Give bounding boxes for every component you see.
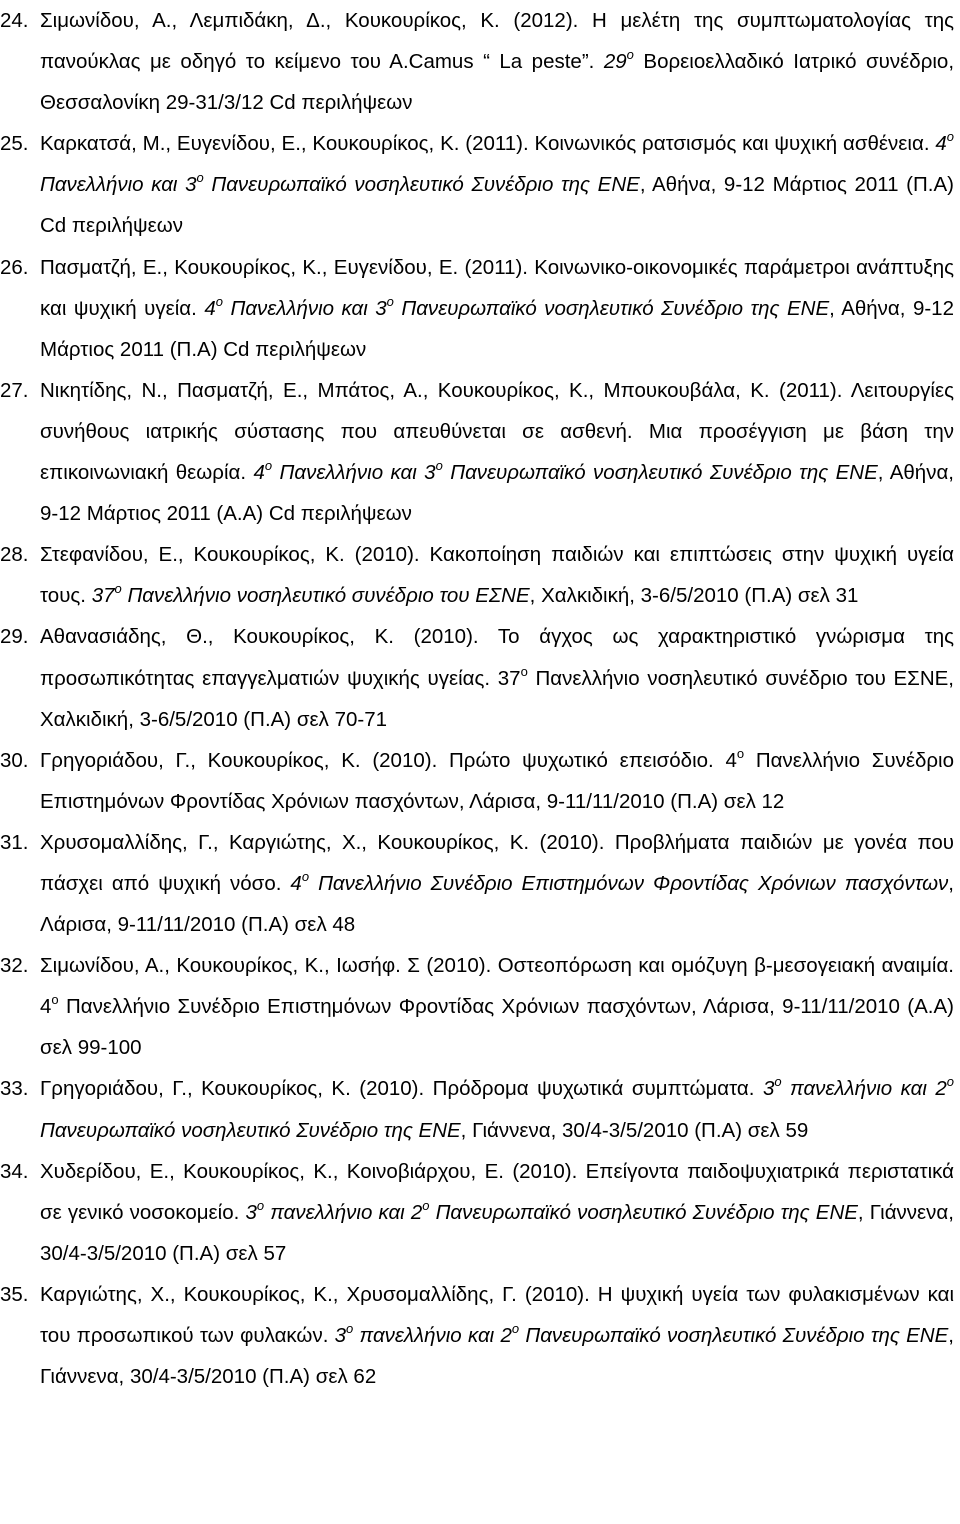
reference-item: [0, 1151, 960, 1274]
reference-text: πανελλήνιο και 2: [264, 1200, 423, 1224]
ordinal-superscript: ο: [422, 1197, 430, 1213]
ordinal-superscript: ο: [346, 1321, 354, 1336]
reference-item: [0, 740, 960, 822]
reference-text: , Γιάννενα, 30/4-3/5/2010 (Π.Α) σελ 57: [40, 1200, 954, 1265]
reference-item: [0, 1274, 960, 1397]
reference-text: Καρκατσά, Μ., Ευγενίδου, Ε., Κουκουρίκος, Κ. (2011). Κοινωνικός ρατσισμός και ψυχική ασθένεια.: [40, 132, 936, 156]
ordinal-superscript: ο: [626, 47, 634, 63]
ordinal-superscript: ο: [301, 868, 310, 884]
reference-text: , Αθήνα, 9-12 Μάρτιος 2011 (Α.Α) Cd περιλήψεων: [40, 461, 954, 526]
reference-text: Πανελλήνιο Συνέδριο Επιστημόνων Φροντίδας Χρόνιων πασχόντων, Λάρισα, 9-11/11/2010 (Π.Α) σελ 12: [40, 748, 954, 813]
reference-item: [0, 247, 960, 370]
ordinal-superscript: ο: [736, 745, 745, 761]
reference-text: Χυδερίδου, Ε., Κουκουρίκος, Κ., Κοινοβιάρχου, Ε. (2010). Επείγοντα παιδοψυχιατρικά περιστατικά σε γενικό νοσοκομείο.: [40, 1159, 954, 1224]
reference-text: Χρυσομαλλίδης, Γ., Καργιώτης, Χ., Κουκουρίκος, Κ. (2010). Προβλήματα παιδιών με γονέα που πάσχει από ψυχική νόσο.: [40, 830, 954, 895]
reference-text: 4: [253, 461, 265, 485]
ordinal-superscript: ο: [511, 1321, 520, 1336]
reference-text: 3: [334, 1324, 347, 1347]
reference-text: πανελλήνιο και 2: [781, 1077, 947, 1101]
ordinal-superscript: ο: [256, 1197, 265, 1213]
reference-text: Πανευρωπαϊκό νοσηλευτικό Συνέδριο της ΕΝΕ: [203, 173, 640, 197]
reference-number: 32.: [0, 954, 29, 978]
reference-text: , Αθήνα, 9-12 Μάρτιος 2011 (Π.Α) Cd περιλήψεων: [40, 173, 955, 238]
ordinal-superscript: ο: [264, 458, 273, 474]
reference-text: Σιμωνίδου, Α., Λεμπιδάκη, Δ., Κουκουρίκος, Κ. (2012). Η μελέτη της συμπτωματολογίας της πανούκλας με οδηγό το κείμενο του Α.Camus “ La peste”.: [40, 9, 954, 74]
reference-number: 30.: [0, 748, 29, 772]
reference-text: 4: [290, 871, 302, 895]
reference-number: 26.: [0, 255, 29, 279]
reference-number: 27.: [0, 378, 29, 402]
ordinal-superscript: ο: [215, 293, 223, 309]
reference-item: [0, 0, 960, 123]
reference-item: [0, 534, 960, 616]
reference-item: [0, 370, 960, 534]
reference-text: πανελλήνιο και 2: [353, 1324, 512, 1347]
reference-text: [634, 50, 644, 73]
reference-item: [0, 616, 960, 739]
ordinal-superscript: ο: [520, 663, 528, 679]
reference-text: 3: [245, 1200, 257, 1224]
reference-number: 25.: [0, 132, 29, 156]
reference-text: Πανευρωπαϊκό νοσηλευτικό Συνέδριο της ΕΝΕ: [429, 1200, 858, 1224]
reference-text: Βορειοελλαδικό Ιατρικό συνέδριο: [643, 50, 949, 74]
reference-text: 3: [762, 1077, 775, 1101]
reference-text: , Γιάννενα, 30/4-3/5/2010 (Π.Α) σελ 59: [460, 1118, 809, 1142]
ordinal-superscript: ο: [114, 581, 122, 597]
reference-text: , Αθήνα, 9-12 Μάρτιος 2011 (Π.Α) Cd περιλήψεων: [40, 296, 954, 361]
reference-number: 31.: [0, 830, 29, 854]
reference-item: [0, 822, 960, 945]
reference-text: Σιμωνίδου, Α., Κουκουρίκος, Κ., Ιωσήφ. Σ (2010). Οστεοπόρωση και ομόζυγη β-μεσογειακή αναιμία. 4: [40, 954, 954, 1019]
reference-text: Πανευρωπαϊκό νοσηλευτικό Συνέδριο της ΕΝΕ: [519, 1324, 949, 1347]
reference-item: [0, 1068, 960, 1150]
reference-text: , Θεσσαλονίκη 29-31/3/12 Cd περιλήψεων: [40, 50, 955, 115]
reference-number: 24.: [0, 9, 29, 32]
reference-item: [0, 123, 960, 246]
reference-number: 35.: [0, 1282, 29, 1306]
reference-text: 4: [204, 296, 216, 320]
reference-text: Πανελλήνιο νοσηλευτικό συνέδριο του ΕΣΝΕ: [121, 584, 530, 608]
reference-text: Στεφανίδου, Ε., Κουκουρίκος, Κ. (2010). Κακοποίηση παιδιών και επιπτώσεις στην ψυχική υγεία τους.: [40, 543, 954, 608]
reference-text: 37: [91, 584, 115, 608]
reference-text: Πανευρωπαϊκό νοσηλευτικό Συνέδριο της ΕΝΕ: [442, 461, 878, 485]
reference-text: Πανευρωπαϊκό νοσηλευτικό Συνέδριο της ΕΝΕ: [393, 296, 830, 320]
reference-text: , Χαλκιδική, 3-6/5/2010 (Π.Α) σελ 31: [529, 584, 859, 608]
ordinal-superscript: ο: [946, 129, 954, 145]
reference-text: Πανελλήνιο Συνέδριο Επιστημόνων Φροντίδας Χρόνιων πασχόντων: [309, 871, 949, 895]
reference-text: Γρηγοριάδου, Γ., Κουκουρίκος, Κ. (2010). Πρώτο ψυχωτικό επεισόδιο. 4: [40, 748, 737, 772]
reference-text: Αθανασιάδης, Θ., Κουκουρίκος, Κ. (2010). Το άγχος ως χαρακτηριστικό γνώρισμα της προσωπικότητας επαγγελματιών ψυχικής υγείας. 37: [40, 625, 954, 690]
reference-text: Πανελλήνιο Συνέδριο Επιστημόνων Φροντίδας Χρόνιων πασχόντων, Λάρισα, 9-11/11/2010 (Α.Α) σελ 99-100: [40, 995, 954, 1060]
reference-text: Πανελλήνιο και 3: [222, 296, 387, 320]
reference-text: Πανελλήνιο και 3: [40, 173, 197, 197]
reference-text: , Λάρισα, 9-11/11/2010 (Π.Α) σελ 48: [40, 871, 954, 937]
ordinal-superscript: ο: [196, 170, 204, 186]
reference-number: 28.: [0, 543, 29, 567]
reference-number: 34.: [0, 1159, 29, 1183]
reference-text: Πανελλήνιο νοσηλευτικό συνέδριο του ΕΣΝΕ, Χαλκιδική, 3-6/5/2010 (Π.Α) σελ 70-71: [40, 666, 954, 731]
ordinal-superscript: ο: [386, 293, 394, 309]
ordinal-superscript: ο: [51, 992, 59, 1008]
reference-text: Γρηγοριάδου, Γ., Κουκουρίκος, Κ. (2010). Πρόδρομα ψυχωτικά συμπτώματα.: [40, 1077, 763, 1101]
reference-text: Καργιώτης, Χ., Κουκουρίκος, Κ., Χρυσομαλλίδης, Γ. (2010). Η ψυχική υγεία των φυλακισμένων και του προσωπικού των φυλακών.: [40, 1282, 954, 1347]
reference-text: Νικητίδης, Ν., Πασματζή, Ε., Μπάτος, Α., Κουκουρίκος, Κ., Μπουκουβάλα, Κ. (2011). Λειτουργίες συνήθους ιατρικής σύστασης που απευθύνεται σε ασθενή. Μια προσέγγιση με βάση την επικοινωνιακή θεωρία.: [40, 378, 954, 485]
reference-text: Πανελλήνιο και 3: [272, 461, 436, 485]
reference-text: Πανευρωπαϊκό νοσηλευτικό Συνέδριο της ΕΝΕ: [40, 1118, 461, 1142]
reference-text: 4: [935, 132, 947, 156]
ordinal-superscript: ο: [435, 458, 443, 474]
reference-text: Πασματζή, Ε., Κουκουρίκος, Κ., Ευγενίδου, Ε. (2011). Κοινωνικο-οικονομικές παράμετροι ανάπτυξης και ψυχική υγεία.: [40, 255, 954, 320]
ordinal-superscript: ο: [774, 1074, 782, 1090]
reference-number: 33.: [0, 1077, 29, 1101]
reference-text: , Γιάννενα, 30/4-3/5/2010 (Π.Α) σελ 62: [40, 1324, 954, 1389]
reference-item: [0, 945, 960, 1068]
ordinal-superscript: ο: [946, 1074, 954, 1090]
reference-text: 29: [603, 50, 627, 74]
reference-number: 29.: [0, 625, 29, 649]
